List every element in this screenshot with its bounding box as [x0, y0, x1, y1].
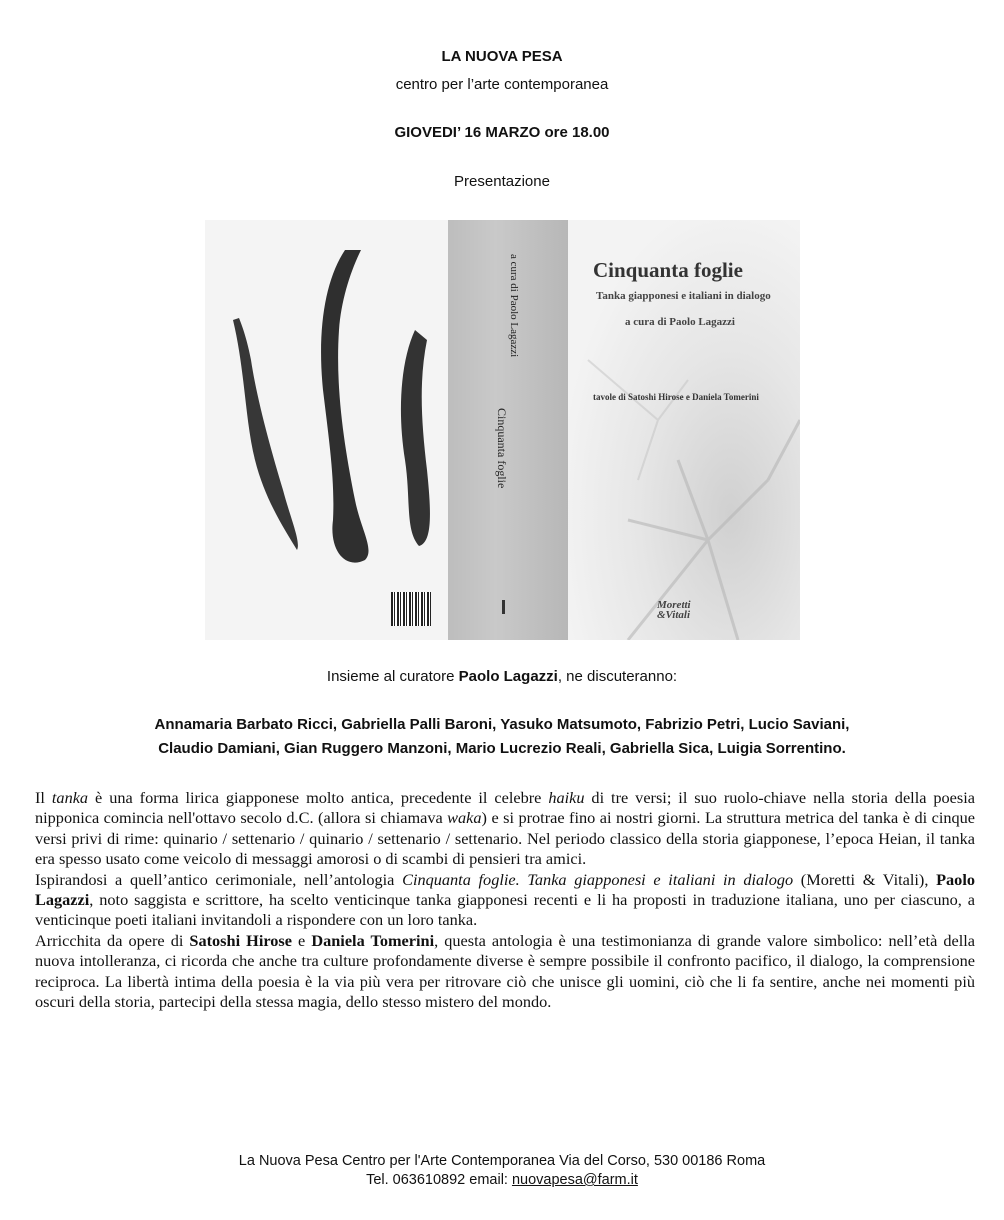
book-spine [448, 220, 568, 640]
p3-text-b: e [291, 930, 312, 950]
book-title: Cinquanta foglie [593, 258, 743, 282]
p1-tanka: tanka [51, 788, 89, 807]
presentation-label: Presentazione [454, 173, 550, 190]
footer-tel: Tel. 063610892 email: [366, 1172, 512, 1188]
intro-line [0, 668, 1004, 685]
p1-waka: waka [447, 808, 482, 828]
p3-artist-1: Satoshi Hirose [189, 930, 292, 950]
paragraph-1 [35, 788, 975, 870]
paragraph-3 [35, 931, 975, 1013]
p2-text-a: Ispirandosi a quell’antico cerimoniale, nell’antologia [35, 869, 403, 889]
participants-line-1: Annamaria Barbato Ricci, Gabriella Palli Baroni, Yasuko Matsumoto, Fabrizio Petri, Lucio Saviani, [154, 716, 850, 733]
book-front-cover [568, 220, 800, 640]
p1-text-c: di tre versi; il suo ruolo-chiave nella storia della poesia nipponica comincia nell'ottavo secolo d.C. (allora si chiamava [35, 788, 975, 828]
spine-title: Cinquanta foglie [495, 408, 509, 489]
p3-text-c: , questa antologia è una testimonianza di grande valore simbolico: nell’età della nuova intolleranza, ci ricorda che anche tra culture profondamente diverse è sempre possibile il confronto pacifico, il dialogo, la comprensione reciproca. La libertà intima della poesia è la via più vera per ritrovare ciò che unisce gli uomini, ciò che li fa sentire, anche nei momenti più oscuri della storia, partecipi della stessa magia, dello stesso mistero del mondo. [35, 930, 976, 1012]
footer-contact [0, 1172, 1004, 1188]
intro-before: Insieme al curatore [326, 668, 459, 685]
book-curator: a cura di Paolo Lagazzi [625, 316, 735, 328]
book-back-cover [205, 220, 448, 640]
organization-name: LA NUOVA PESA [441, 48, 563, 65]
event-date: GIOVEDI’ 16 MARZO ore 18.00 [394, 124, 610, 141]
branch-texture-illustration [568, 220, 800, 640]
book-illustrators: tavole di Satoshi Hirose e Daniela Tomerini [593, 392, 759, 402]
footer-email-link[interactable]: nuovapesa@farm.it [511, 1172, 638, 1188]
spine-logo-mark [502, 600, 505, 614]
publisher-line2: &Vitali [657, 609, 691, 621]
organization-subtitle: centro per l’arte contemporanea [395, 76, 609, 93]
p2-text-c: , noto saggista e scrittore, ha scelto venticinque tanka giapponesi recenti e li ha proposti in traduzione italiana, uno per ciascuno, a venticinque poeti italiani invitandoli a rispondere con un loro tanka. [35, 890, 975, 930]
spine-author: a cura di Paolo Lagazzi [508, 254, 520, 358]
p2-curator-name: Paolo Lagazzi [35, 869, 975, 910]
publisher-logo [657, 600, 691, 620]
publisher-line1: Moretti [657, 599, 691, 611]
description-text [35, 788, 975, 1012]
p1-text-b: è una forma lirica giapponese molto antica, precedente il celebre [88, 788, 549, 807]
p2-book-title: Cinquanta foglie. Tanka giapponesi e italiani in dialogo [402, 869, 794, 889]
intro-curator: Paolo Lagazzi [458, 668, 558, 685]
p1-text-d: ) e si protrae fino ai nostri giorni. La struttura metrica del tanka è di cinque versi privi di rime: quinario / settenario / quinario / settenario / settenario. Nel periodo classico della storia giapponese, l’epoca Heian, il tanka era spesso usato come veicolo di messaggi amorosi o di scambi di pensieri tra amici. [35, 808, 975, 869]
paragraph-2 [35, 870, 975, 931]
p3-artist-2: Daniela Tomerini [311, 930, 435, 950]
book-cover-image [205, 220, 800, 640]
book-subtitle: Tanka giapponesi e italiani in dialogo [596, 290, 771, 302]
intro-after: , ne discuteranno: [557, 668, 678, 685]
ink-brushstrokes-illustration [205, 220, 448, 640]
p2-text-b: (Moretti & Vitali), [793, 869, 937, 889]
participants-line-2: Claudio Damiani, Gian Ruggero Manzoni, Mario Lucrezio Reali, Gabriella Sica, Luigia Sorrentino. [158, 740, 846, 757]
barcode [391, 592, 431, 626]
participants-list [0, 713, 1004, 761]
p1-text-a: Il [35, 788, 52, 807]
footer-address: La Nuova Pesa Centro per l'Arte Contemporanea Via del Corso, 530 00186 Roma [238, 1153, 766, 1169]
p1-haiku: haiku [548, 788, 585, 807]
p3-text-a: Arricchita da opere di [35, 930, 190, 950]
